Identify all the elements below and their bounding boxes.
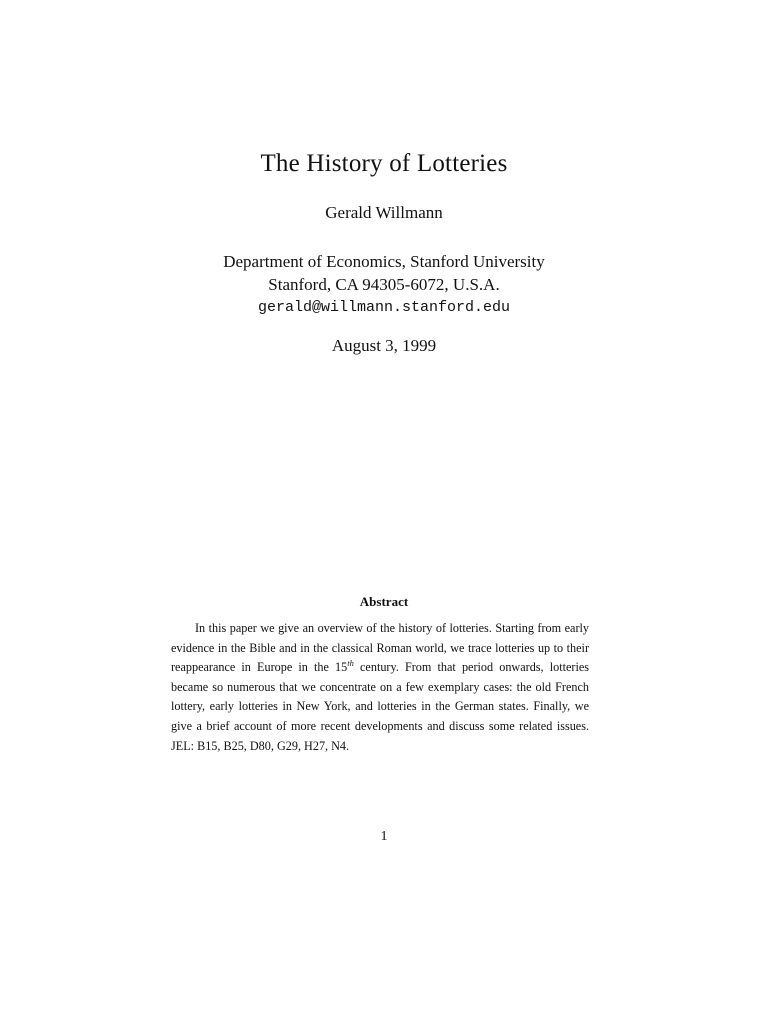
page-number: 1	[380, 829, 388, 844]
author-address: Stanford, CA 94305-6072, U.S.A.	[268, 275, 500, 294]
abstract-heading: Abstract	[359, 594, 409, 609]
paper-date: August 3, 1999	[331, 336, 437, 355]
abstract-superscript: th	[347, 658, 354, 669]
author-department: Department of Economics, Stanford University	[223, 252, 545, 271]
abstract-text-part-2: century. From that period onwards, lotteries became so numerous that we concentrate on a few exemplary cases: the old French lottery, early lotteries in New York, and lotteries in the German states. Finally, we give a brief account of more recent developments and discuss some related issues. JEL: B15, B25, D80, G29, H27, N4.	[171, 660, 589, 753]
author-name: Gerald Willmann	[325, 203, 443, 222]
abstract-text-part-1: In this paper we give an overview of the history of lotteries. Starting from early evidence in the Bible and in the classical Roman world, we trace lotteries up to their reappearance in Europe in the 15	[171, 621, 589, 675]
paper-title: The History of Lotteries	[260, 150, 508, 177]
author-email: gerald@willmann.stanford.edu	[257, 299, 511, 316]
abstract-body	[171, 619, 589, 756]
